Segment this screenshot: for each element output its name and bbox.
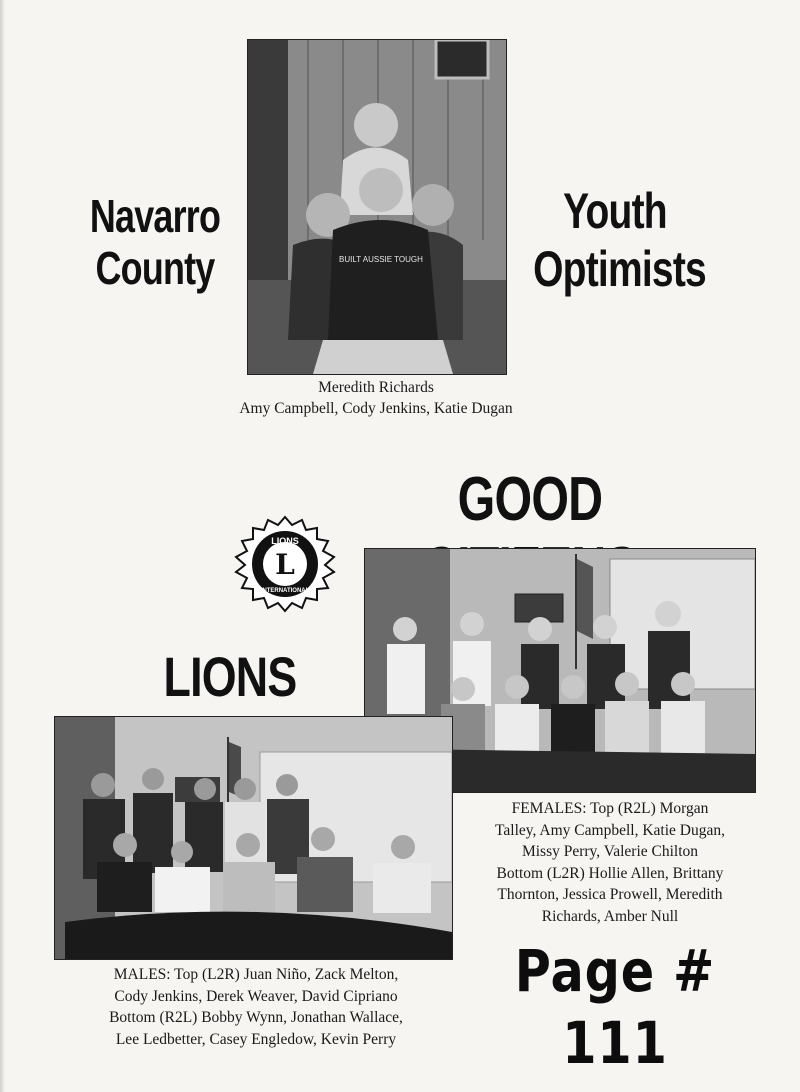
females-caption-line-1: FEMALES: Top (R2L) Morgan xyxy=(511,800,709,817)
caption-line-1: Meredith Richards xyxy=(318,379,434,396)
females-caption-line-5: Thornton, Jessica Prowell, Meredith xyxy=(497,886,723,903)
males-caption-line-4: Lee Ledbetter, Casey Engledow, Kevin Perry xyxy=(115,1030,397,1048)
page-number: Page # 111 xyxy=(514,937,716,1077)
lions-logo-bottom-text: INTERNATIONAL xyxy=(260,588,310,594)
title-navarro-county xyxy=(89,190,222,294)
females-caption xyxy=(455,798,765,927)
males-caption-line-1: MALES: Top (L2R) Juan Niño, Zack Melton, xyxy=(113,966,399,983)
shirt-text: BUILT AUSSIE TOUGH xyxy=(339,255,423,264)
title-navarro: Navarro xyxy=(89,190,221,242)
males-caption xyxy=(60,964,452,1050)
lions-club-title: LIONS xyxy=(163,645,297,708)
females-caption-line-2: Talley, Amy Campbell, Katie Dugan, xyxy=(495,821,725,839)
title-county: County xyxy=(95,242,215,294)
youth-optimists-photo xyxy=(247,39,507,375)
lions-logo-letter: L xyxy=(275,548,295,581)
lions-club-logo xyxy=(232,515,338,613)
title-youth-optimists xyxy=(533,182,706,298)
lions-logo-top-text: LIONS xyxy=(271,536,299,546)
binding-edge xyxy=(0,0,5,1092)
females-caption-line-4: Bottom (L2R) Hollie Allen, Brittany xyxy=(496,864,724,882)
males-caption-line-3: Bottom (R2L) Bobby Wynn, Jonathan Wallace, xyxy=(109,1009,403,1026)
males-caption-line-2: Cody Jenkins, Derek Weaver, David Cipriano xyxy=(114,987,398,1005)
title-youth: Youth xyxy=(563,183,667,239)
good-citizens-title: GOOD xyxy=(457,465,603,534)
males-group-photo xyxy=(54,716,453,960)
females-caption-line-6: Richards, Amber Null xyxy=(541,907,679,925)
youth-optimists-caption xyxy=(190,377,562,419)
caption-line-2: Amy Campbell, Cody Jenkins, Katie Dugan xyxy=(239,400,513,417)
females-caption-line-3: Missy Perry, Valerie Chilton xyxy=(521,843,699,860)
title-optimists: Optimists xyxy=(533,241,706,297)
